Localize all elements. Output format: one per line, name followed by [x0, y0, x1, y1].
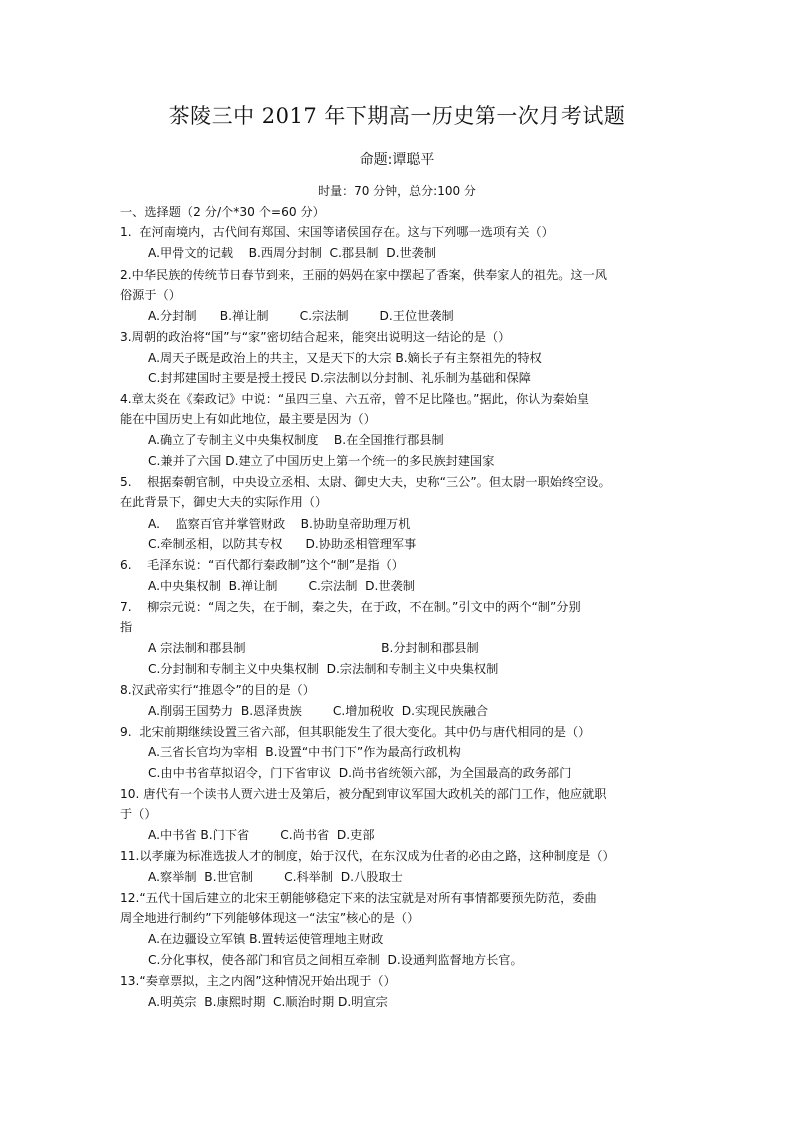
question-4-options: C.兼并了六国 D.建立了中国历史上第一个统一的多民族封建国家: [148, 454, 495, 468]
question-10-text: 10. 唐代有一个读书人贾六进士及第后，被分配到审议军国大政机关的部门工作，他应就职: [120, 787, 607, 801]
question-3-options: C.封邦建国时主要是授土授民 D.宗法制以分封制、礼乐制为基础和保障: [148, 371, 531, 385]
question-4-text: 能在中国历史上有如此地位，最主要是因为（）: [120, 412, 376, 426]
question-10-options: A.中书省 B.门下省 C.尚书省 D.吏部: [148, 828, 375, 842]
question-11-text: 11.以孝廉为标准选拔人才的制度，始于汉代，在东汉成为仕者的必由之路，这种制度是（）: [120, 849, 615, 863]
question-8-options: A.削弱王国势力 B.恩泽贵族 C.增加税收 D.实现民族融合: [148, 704, 489, 718]
question-7-text: 指: [120, 620, 133, 634]
question-5-options: C.牵制丞相，以防其专权 D.协助丞相管理军事: [148, 537, 417, 551]
question-8-text: 8.汉武帝实行“推恩令”的目的是（）: [120, 683, 315, 697]
question-1-text: 1. 在河南境内，古代间有郑国、宋国等诸侯国存在。这与下列哪一选项有关（）: [120, 225, 554, 239]
question-12-text: 12.“五代十国后建立的北宋王朝能够稳定下来的法宝就是对所有事情都要预先防范，委曲: [120, 891, 597, 905]
section-heading: 一、选择题（2 分/个*30 个=60 分）: [120, 205, 325, 219]
question-7-options: A 宗法制和郡县制 B.分封制和郡县制: [148, 641, 479, 655]
question-2-text: 俗源于（）: [120, 288, 181, 302]
question-4-text: 4.章太炎在《秦政记》中说：“虽四三皇、六五帝，曾不足比隆也。”据此，你认为秦始皇: [120, 392, 590, 406]
question-5-options: A. 监察百官并掌管财政 B.协助皇帝助理万机: [148, 517, 411, 531]
question-9-text: 9. 北宋前期继续设置三省六部，但其职能发生了很大变化。其中仍与唐代相同的是（）: [120, 725, 591, 739]
question-1-options: A.甲骨文的记载 B.西周分封制 C.郡县制 D.世袭制: [148, 246, 437, 260]
exam-title: 茶陵三中 2017 年下期高一历史第一次月考试题: [168, 104, 626, 128]
question-3-text: 3.周朝的政治将“国”与“家”密切结合起来，能突出说明这一结论的是（）: [120, 330, 511, 344]
question-12-options: A.在边疆设立军镇 B.置转运使管理地主财政: [148, 932, 384, 946]
question-9-options: C.由中书省草拟诏令，门下省审议 D.尚书省统领六部，为全国最高的政务部门: [148, 766, 572, 780]
question-6-text: 6. 毛泽东说：“百代都行秦政制”这个“制”是指（）: [120, 558, 404, 572]
question-4-options: A.确立了专制主义中央集权制度 B.在全国推行郡县制: [148, 433, 444, 447]
question-9-options: A.三省长官均为宰相 B.设置“中书门下”作为最高行政机构: [148, 745, 461, 759]
question-10-text: 于（）: [120, 807, 157, 821]
question-7-options: C.分封制和专制主义中央集权制 D.宗法制和专制主义中央集权制: [148, 662, 499, 676]
question-3-options: A.周天子既是政治上的共主，又是天下的大宗 B.嫡长子有主祭祖先的特权: [148, 351, 542, 365]
question-13-text: 13.“奏章票拟，主之内阁”这种情况开始出现于（）: [120, 974, 396, 988]
question-13-options: A.明英宗 B.康熙时期 C.顺治时期 D.明宣宗: [148, 995, 388, 1009]
question-7-text: 7. 柳宗元说：“周之失，在于制，秦之失，在于政，不在制。”引文中的两个“制”分别: [120, 600, 581, 614]
exam-meta: 时量：70 分钟，总分:100 分: [318, 184, 476, 198]
question-12-options: C.分化事权，使各部门和官员之间相互牵制 D.设通判监督地方长官。: [148, 953, 523, 967]
exam-author: 命题:谭聪平: [359, 152, 435, 168]
question-5-text: 5. 根据秦朝官制，中央设立丞相、太尉、御史大夫，史称“三公”。但太尉一职始终空设。: [120, 475, 611, 489]
question-12-text: 周全地进行制约”下列能够体现这一“法宝”核心的是（）: [120, 911, 420, 925]
question-6-options: A.中央集权制 B.禅让制 C.宗法制 D.世袭制: [148, 579, 415, 593]
question-2-text: 2.中华民族的传统节日春节到来，王丽的妈妈在家中摆起了香案，供奉家人的祖先。这一风: [120, 268, 607, 282]
question-2-options: A.分封制 B.禅让制 C.宗法制 D.王位世袭制: [148, 309, 454, 323]
question-5-text: 在此背景下，御史大夫的实际作用（）: [120, 495, 328, 509]
question-11-options: A.察举制 B.世官制 C.科举制 D.八股取士: [148, 870, 403, 884]
